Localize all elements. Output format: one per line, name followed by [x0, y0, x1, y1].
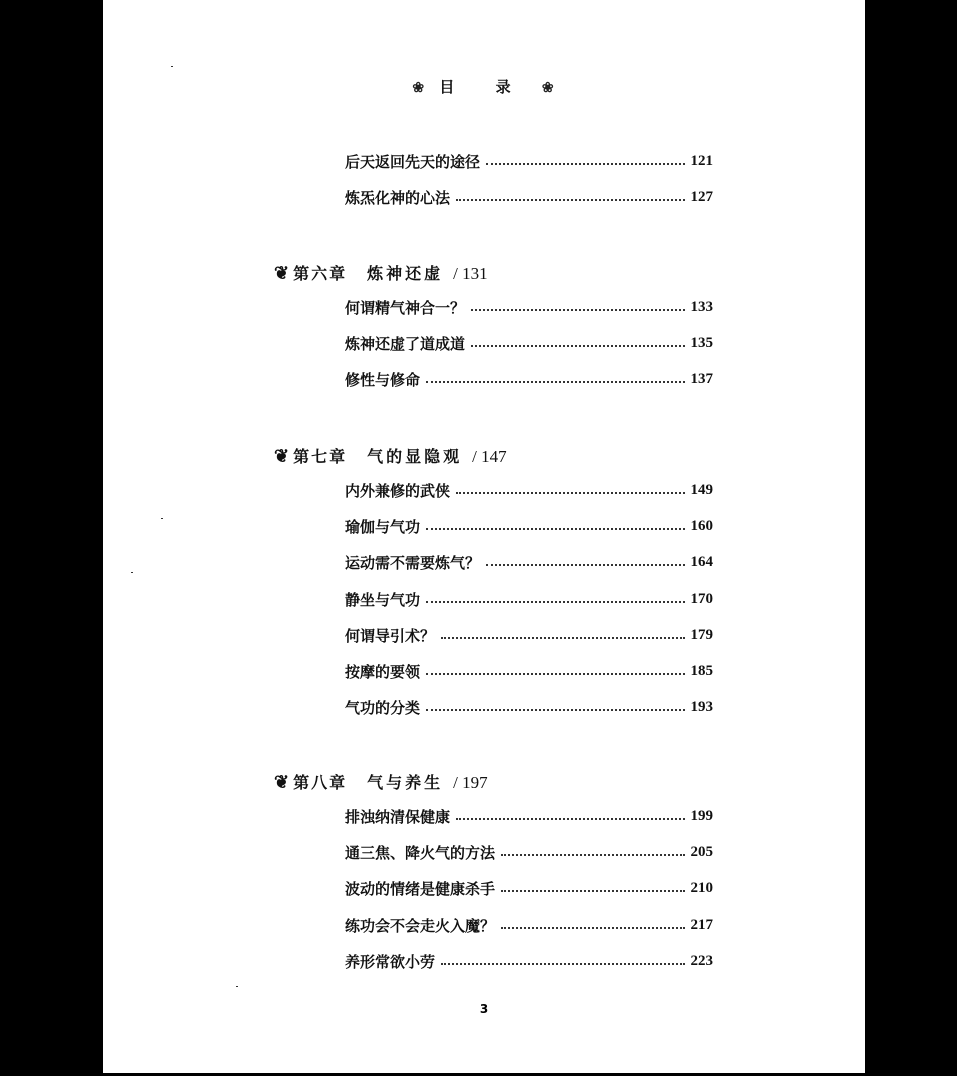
toc-entry[interactable] — [345, 150, 713, 172]
chapter-number: 第八章 — [293, 773, 348, 792]
chapter-heading[interactable] — [274, 444, 507, 467]
dot-leader — [501, 854, 684, 856]
entry-page-number: 133 — [690, 298, 713, 315]
entry-title: 炼神还虚了道成道 — [345, 334, 466, 353]
entry-page-number: 160 — [690, 517, 713, 534]
chapter-heading[interactable] — [274, 770, 488, 793]
toc-entry[interactable] — [345, 660, 713, 682]
dot-leader — [501, 890, 684, 892]
entry-title: 何谓精气神合一？ — [345, 298, 466, 317]
dot-leader — [456, 199, 684, 201]
entry-title: 炼炁化神的心法 — [345, 188, 451, 207]
dot-leader — [456, 492, 684, 494]
entry-title: 瑜伽与气功 — [345, 517, 421, 536]
entry-page-number: 223 — [690, 952, 713, 969]
chapter-title: 气与养生 — [367, 773, 444, 792]
entry-title: 内外兼修的武侠 — [345, 481, 451, 500]
entry-title: 波动的情绪是健康杀手 — [345, 879, 496, 898]
toc-entry[interactable] — [345, 914, 713, 936]
dot-leader — [426, 528, 684, 530]
document-page — [103, 0, 865, 1073]
chapter-title: 炼神还虚 — [367, 264, 444, 283]
scan-speck — [171, 66, 173, 67]
swirl-ornament-icon: ❦ — [274, 446, 290, 467]
toc-entry[interactable] — [345, 368, 713, 390]
entry-page-number: 135 — [690, 334, 713, 351]
swirl-ornament-icon: ❦ — [274, 263, 290, 284]
toc-title: 目 录 — [439, 78, 529, 96]
entry-page-number: 199 — [690, 807, 713, 824]
entry-page-number: 127 — [690, 188, 713, 205]
toc-entry[interactable] — [345, 624, 713, 646]
entry-page-number: 193 — [690, 698, 713, 715]
entry-title: 通三焦、降火气的方法 — [345, 843, 496, 862]
entry-title: 运动需不需要炼气？ — [345, 553, 481, 572]
dot-leader — [426, 601, 684, 603]
entry-title: 排浊纳清保健康 — [345, 807, 451, 826]
toc-entry[interactable] — [345, 515, 713, 537]
toc-entry[interactable] — [345, 296, 713, 318]
chapter-page: / 147 — [472, 447, 507, 466]
dot-leader — [456, 818, 684, 820]
entry-title: 按摩的要领 — [345, 662, 421, 681]
chapter-number: 第六章 — [293, 264, 348, 283]
left-ornament-icon: ❀ — [412, 80, 427, 96]
entry-title: 养形常欲小劳 — [345, 952, 436, 971]
dot-leader — [471, 345, 684, 347]
entry-page-number: 149 — [690, 481, 713, 498]
swirl-ornament-icon: ❦ — [274, 772, 290, 793]
entry-page-number: 179 — [690, 626, 713, 643]
entry-page-number: 164 — [690, 553, 713, 570]
toc-entry[interactable] — [345, 332, 713, 354]
dot-leader — [486, 564, 684, 566]
dot-leader — [441, 963, 684, 965]
entry-title: 练功会不会走火入魔？ — [345, 916, 496, 935]
dot-leader — [426, 673, 684, 675]
entry-page-number: 185 — [690, 662, 713, 679]
entry-title: 气功的分类 — [345, 698, 421, 717]
page-number: 3 — [479, 1002, 489, 1016]
entry-page-number: 210 — [690, 879, 713, 896]
entry-page-number: 121 — [690, 152, 713, 169]
entry-title: 后天返回先天的途径 — [345, 152, 481, 171]
toc-entry[interactable] — [345, 950, 713, 972]
toc-header — [103, 76, 865, 97]
entry-title: 修性与修命 — [345, 370, 421, 389]
dot-leader — [501, 927, 684, 929]
toc-entry[interactable] — [345, 551, 713, 573]
toc-entry[interactable] — [345, 186, 713, 208]
entry-title: 何谓导引术？ — [345, 626, 436, 645]
scan-speck — [236, 986, 238, 987]
scan-speck — [161, 518, 163, 519]
dot-leader — [471, 309, 684, 311]
entry-page-number: 205 — [690, 843, 713, 860]
toc-entry[interactable] — [345, 479, 713, 501]
dot-leader — [486, 163, 684, 165]
chapter-number: 第七章 — [293, 447, 348, 466]
right-ornament-icon: ❀ — [541, 80, 556, 96]
toc-entry[interactable] — [345, 588, 713, 610]
chapter-title: 气的显隐观 — [367, 447, 463, 466]
dot-leader — [426, 381, 684, 383]
dot-leader — [426, 709, 684, 711]
entry-page-number: 137 — [690, 370, 713, 387]
scan-speck — [131, 572, 133, 573]
chapter-page: / 197 — [453, 773, 488, 792]
chapter-page: / 131 — [453, 264, 488, 283]
toc-entry[interactable] — [345, 877, 713, 899]
chapter-heading[interactable] — [274, 261, 488, 284]
entry-title: 静坐与气功 — [345, 590, 421, 609]
dot-leader — [441, 637, 684, 639]
toc-entry[interactable] — [345, 805, 713, 827]
toc-entry[interactable] — [345, 841, 713, 863]
entry-page-number: 217 — [690, 916, 713, 933]
toc-entry[interactable] — [345, 696, 713, 718]
entry-page-number: 170 — [690, 590, 713, 607]
